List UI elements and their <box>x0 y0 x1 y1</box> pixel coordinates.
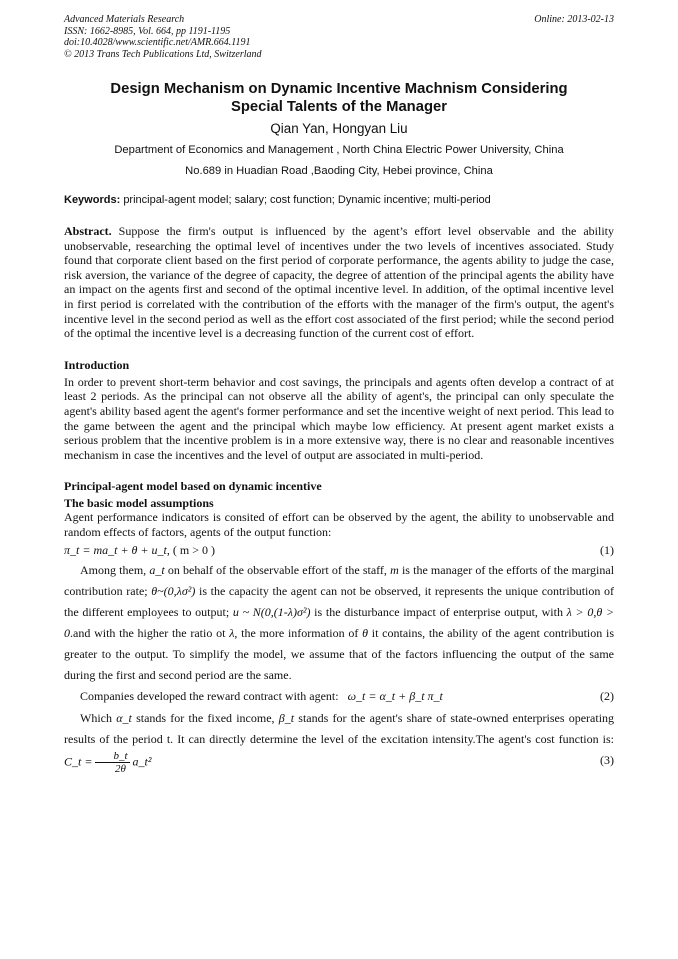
math-m: m <box>390 562 399 577</box>
copyright-line: © 2013 Trans Tech Publications Ltd, Switzerland <box>64 48 262 60</box>
text-span: is the disturbance impact of enterprise output, with <box>314 604 563 619</box>
title-line-2: Special Talents of the Manager <box>231 99 447 115</box>
equation-1-formula: π_t = ma_t + θ + u_t <box>64 542 167 557</box>
among-them-paragraph <box>64 560 614 686</box>
text-span: it contains, the ability of the agent contribution is greater to the output. To simplify the model, we assume that of the factors influencing the output of the same during the first and second period are the same. <box>64 625 614 682</box>
math-theta-distribution: θ~(0,λσ²) <box>151 583 196 598</box>
text-span: Among them, <box>80 562 147 577</box>
affiliation-line-1: Department of Economics and Management , North China Electric Power University, China <box>114 144 564 156</box>
subsection-heading: The basic model assumptions <box>64 496 214 511</box>
journal-name: Advanced Materials Research <box>64 14 185 25</box>
equation-1-number: (1) <box>600 542 614 557</box>
text-span: is the manager of the efforts of the marginal contribution rate; <box>64 562 615 598</box>
equation-3-number: (3) <box>600 752 614 767</box>
math-a-t: a_t <box>149 562 165 577</box>
math-lambda: λ <box>229 625 235 640</box>
introduction-heading: Introduction <box>64 357 130 372</box>
equation-3-rhs: a_t² <box>132 753 152 768</box>
text-span: Which <box>80 710 112 725</box>
math-u-distribution: u ~ N(0,(1-λ)σ²) <box>232 604 311 619</box>
abstract-text: Suppose the firm's output is influenced by the agent’s effort level observable and the ability unobservable, researching the optimal level of incentives under the two levels of incentives associated. Study found that corporate client based on the first period of corporate performance, the agents ability to judge the case, risk aversion, the variance of the degree of capacity, the degree of attention of the principal agents the ability have an impact on the agents first and second of the optimal incentive level. In addition, of the optimal incentive level in first period is correlated with the contribution of the efforts with the manager of the firm's output, the agent's incentive level in the second period as well as the effort cost associated of the first period; while the second period of the optimal the incentive level is a decreasing function of the current cost of effort. <box>64 224 614 341</box>
introduction-text: In order to prevent short-term behavior and cost savings, the principals and agents often develop a contract of at least 2 periods. As the principal can not observe all the ability of agent's, the principal can only speculate the agent's ability based agent the agent's former performance and set the incentive weight of next period. This lead to the game between the agent and the principal which maybe low efficiency. At present agent market exists a serious problem that the incentive problem is in a more extensive way, there is no clear and reasonable incentives mechanism in case the incentives and the level of output are associated in multi-period. <box>64 374 614 462</box>
paper-title <box>64 80 614 116</box>
equation-3-fraction <box>95 750 129 775</box>
equation-1: π_t = ma_t + θ + u_t, ( m > 0 ) (1) <box>64 540 614 560</box>
text-span: stands for the fixed income, <box>136 710 275 725</box>
text-span: on behalf of the observable effort of the staff, <box>167 562 387 577</box>
equation-2-formula: ω_t = α_t + β_t π_t <box>347 688 443 703</box>
title-line-1: Design Mechanism on Dynamic Incentive Machnism Considering <box>110 81 568 97</box>
affiliation <box>64 140 614 182</box>
section-heading: Principal-agent model based on dynamic incentive <box>64 479 322 494</box>
authors: Qian Yan, Hongyan Liu <box>270 121 408 136</box>
keywords-text: principal-agent model; salary; cost function; Dynamic incentive; multi-period <box>123 194 491 206</box>
abstract-label: Abstract. <box>64 224 112 238</box>
equation-3-numerator: b_t <box>95 750 129 763</box>
math-theta: θ <box>362 625 368 640</box>
doi-line[interactable]: doi:10.4028/www.scientific.net/AMR.664.1191 <box>64 37 251 48</box>
issn-line: ISSN: 1662-8985, Vol. 664, pp 1191-1195 <box>64 25 231 37</box>
paper-page <box>64 14 614 775</box>
equation-3-lhs: C_t = <box>64 753 93 768</box>
which-paragraph <box>64 708 614 775</box>
text-span: , the more information of <box>234 625 359 640</box>
math-beta-t: β_t <box>278 710 295 725</box>
text-span: stands for the agent's share of state-owned enterprises operating results of the period t. It can directly determine the level of the excitation intensity.The agent's cost function is: <box>64 710 615 746</box>
keywords <box>64 193 614 207</box>
math-condition: λ > 0,θ > 0 <box>64 604 615 640</box>
math-alpha-t: α_t <box>116 710 132 725</box>
text-span: .and with the higher the ratio ot <box>70 625 226 640</box>
text-span: is the capacity the agent can not be observed, it represents the unique contribution of the different employees to output; <box>64 583 615 619</box>
equation-2-number: (2) <box>600 688 614 703</box>
equation-1-condition: ( m > 0 ) <box>172 542 215 557</box>
journal-header <box>64 14 614 62</box>
online-date: Online: 2013-02-13 <box>534 14 614 25</box>
reward-text: Companies developed the reward contract with agent: <box>80 688 339 703</box>
abstract <box>64 224 614 341</box>
assumptions-text: Agent performance indicators is consited of effort can be observed by the agent, the ability to unobservable and random effects of factors, agents of the output function: <box>64 510 614 539</box>
keywords-label: Keywords: <box>64 194 121 206</box>
equation-3-denominator: 2θ <box>115 762 126 775</box>
equation-2 <box>64 686 614 706</box>
affiliation-line-2: No.689 in Huadian Road ,Baoding City, Hebei province, China <box>185 165 493 177</box>
